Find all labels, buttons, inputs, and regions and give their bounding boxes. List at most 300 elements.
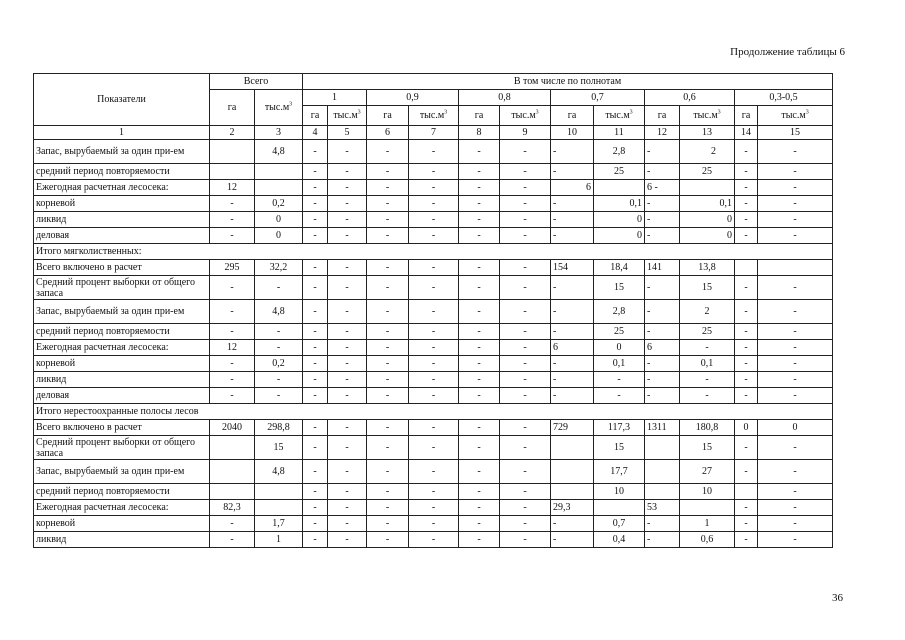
cell-col-15: - xyxy=(758,324,833,340)
cell-col-8: - xyxy=(459,260,500,276)
cell-col-5: - xyxy=(328,460,367,484)
cell-col-3: 0 xyxy=(255,228,303,244)
cell-col-4: - xyxy=(303,388,328,404)
cell-col-10 xyxy=(551,484,594,500)
cell-col-8: - xyxy=(459,420,500,436)
cell-col-7: - xyxy=(409,180,459,196)
cell-col-13 xyxy=(680,180,735,196)
cell-col-13: 0 xyxy=(680,228,735,244)
cell-col-7: - xyxy=(409,356,459,372)
cell-col-6: - xyxy=(367,164,409,180)
cell-col-11: 15 xyxy=(594,436,645,460)
cell-col-3: - xyxy=(255,340,303,356)
cell-col-9: - xyxy=(500,180,551,196)
cell-col-14: - xyxy=(735,196,758,212)
table-row xyxy=(34,196,833,212)
cell-col-3: 4,8 xyxy=(255,460,303,484)
cell-col-15: - xyxy=(758,460,833,484)
cell-col-10: - xyxy=(551,388,594,404)
section-title-nonprotect: Итого нерестоохранные полосы лесов xyxy=(34,404,833,420)
cell-col-2: - xyxy=(210,372,255,388)
cell-col-9: - xyxy=(500,516,551,532)
cell-col-6: - xyxy=(367,228,409,244)
row-label: Запас, вырубаемый за один при-ем xyxy=(34,300,210,324)
cell-col-4: - xyxy=(303,140,328,164)
cell-col-7: - xyxy=(409,164,459,180)
row-label: Ежегодная расчетная лесосека: xyxy=(34,340,210,356)
cell-col-13: 13,8 xyxy=(680,260,735,276)
column-number-row xyxy=(34,126,833,140)
cell-col-14: 0 xyxy=(735,420,758,436)
cell-col-6: - xyxy=(367,356,409,372)
cell-col-2: - xyxy=(210,388,255,404)
row-label: Средний процент выборки от общего запаса xyxy=(34,276,210,300)
row-label: корневой xyxy=(34,356,210,372)
cell-col-6: - xyxy=(367,372,409,388)
cell-col-10 xyxy=(551,460,594,484)
cell-col-4: - xyxy=(303,340,328,356)
cell-col-14: - xyxy=(735,532,758,548)
table-row xyxy=(34,140,833,164)
cell-col-12: - xyxy=(645,372,680,388)
cell-col-10: 154 xyxy=(551,260,594,276)
cell-col-8: - xyxy=(459,276,500,300)
cell-col-10: 29,3 xyxy=(551,500,594,516)
header-unit-thous: $тыс.м^3$ xyxy=(680,106,735,126)
cell-col-4: - xyxy=(303,372,328,388)
cell-col-12: 6 xyxy=(645,340,680,356)
col-number: 1 xyxy=(34,126,210,140)
cell-col-11: - xyxy=(594,372,645,388)
cell-col-3 xyxy=(255,180,303,196)
cell-col-6: - xyxy=(367,420,409,436)
cell-col-5: - xyxy=(328,532,367,548)
row-label: Запас, вырубаемый за один при-ем xyxy=(34,140,210,164)
cell-col-3: 1,7 xyxy=(255,516,303,532)
row-label: деловая xyxy=(34,228,210,244)
cell-col-5: - xyxy=(328,516,367,532)
cell-col-3: 0,2 xyxy=(255,356,303,372)
cell-col-8: - xyxy=(459,340,500,356)
cell-col-11: 0,1 xyxy=(594,196,645,212)
cell-col-2: - xyxy=(210,516,255,532)
cell-col-4: - xyxy=(303,164,328,180)
header-density-5: 0,6 xyxy=(645,90,735,106)
header-unit-ha: га xyxy=(367,106,409,126)
header-density-1: 1 xyxy=(303,90,367,106)
cell-col-8: - xyxy=(459,436,500,460)
cell-col-3: - xyxy=(255,372,303,388)
cell-col-11: 18,4 xyxy=(594,260,645,276)
cell-col-12: - xyxy=(645,532,680,548)
cell-col-2: 2040 xyxy=(210,420,255,436)
cell-col-8: - xyxy=(459,460,500,484)
row-label: ликвид xyxy=(34,532,210,548)
cell-col-10: 729 xyxy=(551,420,594,436)
cell-col-3: 4,8 xyxy=(255,140,303,164)
cell-col-2: - xyxy=(210,196,255,212)
cell-col-5: - xyxy=(328,372,367,388)
cell-col-12: - xyxy=(645,324,680,340)
cell-col-5: - xyxy=(328,276,367,300)
header-unit-thous: $тыс.м^3$ xyxy=(758,106,833,126)
cell-col-7: - xyxy=(409,420,459,436)
cell-col-9: - xyxy=(500,196,551,212)
col-number: 5 xyxy=(328,126,367,140)
cell-col-15: - xyxy=(758,164,833,180)
row-label: средний период повторяемости xyxy=(34,324,210,340)
cell-col-13: - xyxy=(680,388,735,404)
cell-col-15: - xyxy=(758,276,833,300)
header-density-3: 0,8 xyxy=(459,90,551,106)
cell-col-13: 15 xyxy=(680,276,735,300)
cell-col-3: 298,8 xyxy=(255,420,303,436)
header-unit-ha: га xyxy=(303,106,328,126)
cell-col-4: - xyxy=(303,276,328,300)
cell-col-6: - xyxy=(367,340,409,356)
table-row xyxy=(34,164,833,180)
cell-col-9: - xyxy=(500,300,551,324)
cell-col-9: - xyxy=(500,212,551,228)
cell-col-7: - xyxy=(409,372,459,388)
cell-col-11 xyxy=(594,180,645,196)
row-label: Запас, вырубаемый за один при-ем xyxy=(34,460,210,484)
header-unit-ha: га xyxy=(735,106,758,126)
cell-col-10: - xyxy=(551,140,594,164)
cell-col-4: - xyxy=(303,436,328,460)
cell-col-11: 0 xyxy=(594,228,645,244)
cell-col-15: - xyxy=(758,212,833,228)
header-density-6: 0,3-0,5 xyxy=(735,90,833,106)
cell-col-14: - xyxy=(735,516,758,532)
row-label: Всего включено в расчет xyxy=(34,420,210,436)
cell-col-13: 0,1 xyxy=(680,196,735,212)
header-total-ha: га xyxy=(210,90,255,126)
page-number: 36 xyxy=(832,592,843,604)
table-row xyxy=(34,228,833,244)
cell-col-8: - xyxy=(459,532,500,548)
cell-col-11: 10 xyxy=(594,484,645,500)
cell-col-14: - xyxy=(735,324,758,340)
row-label: ликвид xyxy=(34,372,210,388)
section-row xyxy=(34,404,833,420)
cell-col-7: - xyxy=(409,260,459,276)
cell-col-12: - xyxy=(645,356,680,372)
cell-col-4: - xyxy=(303,356,328,372)
cell-col-3 xyxy=(255,500,303,516)
cell-col-12: - xyxy=(645,228,680,244)
cell-col-2: - xyxy=(210,300,255,324)
cell-col-7: - xyxy=(409,140,459,164)
col-number: 14 xyxy=(735,126,758,140)
cell-col-14 xyxy=(735,484,758,500)
cell-col-5: - xyxy=(328,500,367,516)
cell-col-6: - xyxy=(367,484,409,500)
cell-col-10: - xyxy=(551,228,594,244)
cell-col-12: - xyxy=(645,516,680,532)
section-title-soft: Итого мягколиственных: xyxy=(34,244,833,260)
cell-col-8: - xyxy=(459,484,500,500)
cell-col-10: - xyxy=(551,532,594,548)
cell-col-15: - xyxy=(758,228,833,244)
col-number: 15 xyxy=(758,126,833,140)
cell-col-9: - xyxy=(500,276,551,300)
cell-col-15: - xyxy=(758,516,833,532)
cell-col-4: - xyxy=(303,420,328,436)
cell-col-8: - xyxy=(459,500,500,516)
cell-col-14: - xyxy=(735,340,758,356)
row-label: корневой xyxy=(34,516,210,532)
header-unit-ha: га xyxy=(645,106,680,126)
cell-col-8: - xyxy=(459,388,500,404)
row-label: корневой xyxy=(34,196,210,212)
cell-col-2: 12 xyxy=(210,180,255,196)
row-label: средний период повторяемости xyxy=(34,164,210,180)
cell-col-10: - xyxy=(551,516,594,532)
cell-col-4: - xyxy=(303,324,328,340)
cell-col-4: - xyxy=(303,228,328,244)
cell-col-5: - xyxy=(328,356,367,372)
cell-col-12: 141 xyxy=(645,260,680,276)
cell-col-4: - xyxy=(303,180,328,196)
cell-col-13: 25 xyxy=(680,324,735,340)
cell-col-9: - xyxy=(500,500,551,516)
header-total-thous: $тыс.м^3$ xyxy=(255,90,303,126)
cell-col-5: - xyxy=(328,324,367,340)
cell-col-2: 12 xyxy=(210,340,255,356)
cell-col-7: - xyxy=(409,500,459,516)
cell-col-11: 0,1 xyxy=(594,356,645,372)
cell-col-9: - xyxy=(500,140,551,164)
cell-col-9: - xyxy=(500,164,551,180)
header-row-1 xyxy=(34,74,833,90)
cell-col-3: 15 xyxy=(255,436,303,460)
cell-col-11: 0 xyxy=(594,340,645,356)
header-unit-ha: га xyxy=(551,106,594,126)
cell-col-12: - xyxy=(645,388,680,404)
cell-col-6: - xyxy=(367,140,409,164)
cell-col-11: 0 xyxy=(594,212,645,228)
cell-col-15: - xyxy=(758,500,833,516)
cell-col-5: - xyxy=(328,300,367,324)
cell-col-10 xyxy=(551,436,594,460)
cell-col-14: - xyxy=(735,436,758,460)
cell-col-12: 53 xyxy=(645,500,680,516)
cell-col-8: - xyxy=(459,140,500,164)
cell-col-10: - xyxy=(551,356,594,372)
cell-col-14 xyxy=(735,260,758,276)
cell-col-6: - xyxy=(367,460,409,484)
cell-col-3: - xyxy=(255,276,303,300)
cell-col-8: - xyxy=(459,196,500,212)
table-row xyxy=(34,500,833,516)
cell-col-13: 15 xyxy=(680,436,735,460)
cell-col-14: - xyxy=(735,180,758,196)
cell-col-13: 0 xyxy=(680,212,735,228)
cell-col-12: - xyxy=(645,212,680,228)
cell-col-13: 2 xyxy=(680,300,735,324)
cell-col-2: - xyxy=(210,212,255,228)
cell-col-4: - xyxy=(303,300,328,324)
cell-col-3: - xyxy=(255,388,303,404)
cell-col-8: - xyxy=(459,372,500,388)
cell-col-4: - xyxy=(303,516,328,532)
cell-col-2 xyxy=(210,484,255,500)
cell-col-10: - xyxy=(551,300,594,324)
cell-col-14: - xyxy=(735,356,758,372)
cell-col-7: - xyxy=(409,516,459,532)
cell-col-7: - xyxy=(409,300,459,324)
col-number: 2 xyxy=(210,126,255,140)
cell-col-6: - xyxy=(367,532,409,548)
cell-col-10: 6 xyxy=(551,180,594,196)
cell-col-12: - xyxy=(645,276,680,300)
header-total: Всего xyxy=(210,74,303,90)
row-label: Всего включено в расчет xyxy=(34,260,210,276)
cell-col-5: - xyxy=(328,420,367,436)
table-row xyxy=(34,484,833,500)
cell-col-3: 4,8 xyxy=(255,300,303,324)
cell-col-7: - xyxy=(409,228,459,244)
row-label: Ежегодная расчетная лесосека: xyxy=(34,180,210,196)
cell-col-14: - xyxy=(735,372,758,388)
cell-col-10: 6 xyxy=(551,340,594,356)
cell-col-7: - xyxy=(409,324,459,340)
cell-col-15: - xyxy=(758,436,833,460)
cell-col-11: 25 xyxy=(594,164,645,180)
cell-col-13: 1 xyxy=(680,516,735,532)
cell-col-15: - xyxy=(758,388,833,404)
header-density-2: 0,9 xyxy=(367,90,459,106)
cell-col-12: - xyxy=(645,164,680,180)
table-caption: Продолжение таблицы 6 xyxy=(730,46,845,58)
cell-col-15: - xyxy=(758,484,833,500)
cell-col-9: - xyxy=(500,356,551,372)
cell-col-5: - xyxy=(328,340,367,356)
cell-col-9: - xyxy=(500,420,551,436)
table-row xyxy=(34,180,833,196)
cell-col-5: - xyxy=(328,212,367,228)
cell-col-13: 0,6 xyxy=(680,532,735,548)
cell-col-5: - xyxy=(328,228,367,244)
cell-col-9: - xyxy=(500,340,551,356)
cell-col-11: 17,7 xyxy=(594,460,645,484)
cell-col-15: - xyxy=(758,180,833,196)
col-number: 11 xyxy=(594,126,645,140)
cell-col-10: - xyxy=(551,164,594,180)
cell-col-7: - xyxy=(409,212,459,228)
cell-col-3 xyxy=(255,484,303,500)
cell-col-5: - xyxy=(328,196,367,212)
table-row xyxy=(34,420,833,436)
cell-col-15: - xyxy=(758,532,833,548)
cell-col-12: - xyxy=(645,140,680,164)
cell-col-3: 0 xyxy=(255,212,303,228)
table-row xyxy=(34,516,833,532)
cell-col-4: - xyxy=(303,460,328,484)
cell-col-11: 117,3 xyxy=(594,420,645,436)
cell-col-2: 82,3 xyxy=(210,500,255,516)
table-row xyxy=(34,460,833,484)
cell-col-4: - xyxy=(303,212,328,228)
header-including: В том числе по полнотам xyxy=(303,74,833,90)
cell-col-2: - xyxy=(210,276,255,300)
col-number: 9 xyxy=(500,126,551,140)
cell-col-11: 25 xyxy=(594,324,645,340)
cell-col-8: - xyxy=(459,164,500,180)
cell-col-2: - xyxy=(210,228,255,244)
cell-col-2 xyxy=(210,164,255,180)
section-row xyxy=(34,244,833,260)
cell-col-6: - xyxy=(367,436,409,460)
col-number: 6 xyxy=(367,126,409,140)
cell-col-4: - xyxy=(303,484,328,500)
cell-col-5: - xyxy=(328,180,367,196)
col-number: 4 xyxy=(303,126,328,140)
cell-col-3: - xyxy=(255,324,303,340)
cell-col-9: - xyxy=(500,436,551,460)
cell-col-7: - xyxy=(409,484,459,500)
cell-col-13 xyxy=(680,500,735,516)
cell-col-13: - xyxy=(680,340,735,356)
cell-col-9: - xyxy=(500,260,551,276)
cell-col-12: 1311 xyxy=(645,420,680,436)
cell-col-6: - xyxy=(367,516,409,532)
cell-col-12 xyxy=(645,436,680,460)
cell-col-2 xyxy=(210,460,255,484)
cell-col-2: - xyxy=(210,324,255,340)
cell-col-13: 2 xyxy=(680,140,735,164)
col-number: 13 xyxy=(680,126,735,140)
cell-col-15: 0 xyxy=(758,420,833,436)
cell-col-5: - xyxy=(328,388,367,404)
cell-col-7: - xyxy=(409,532,459,548)
col-number: 8 xyxy=(459,126,500,140)
cell-col-3: 0,2 xyxy=(255,196,303,212)
cell-col-14: - xyxy=(735,500,758,516)
col-number: 12 xyxy=(645,126,680,140)
cell-col-13: 180,8 xyxy=(680,420,735,436)
cell-col-6: - xyxy=(367,180,409,196)
cell-col-12 xyxy=(645,484,680,500)
cell-col-11: 0,7 xyxy=(594,516,645,532)
cell-col-13: - xyxy=(680,372,735,388)
cell-col-8: - xyxy=(459,228,500,244)
cell-col-12 xyxy=(645,460,680,484)
cell-col-14: - xyxy=(735,164,758,180)
cell-col-8: - xyxy=(459,516,500,532)
cell-col-8: - xyxy=(459,212,500,228)
cell-col-5: - xyxy=(328,436,367,460)
cell-col-7: - xyxy=(409,276,459,300)
table-row xyxy=(34,436,833,460)
cell-col-9: - xyxy=(500,532,551,548)
cell-col-11: - xyxy=(594,388,645,404)
header-unit-ha: га xyxy=(459,106,500,126)
cell-col-15: - xyxy=(758,356,833,372)
cell-col-10: - xyxy=(551,276,594,300)
header-density-4: 0,7 xyxy=(551,90,645,106)
table-row xyxy=(34,388,833,404)
header-unit-thous: $тыс.м^3$ xyxy=(500,106,551,126)
cell-col-15: - xyxy=(758,140,833,164)
cell-col-14: - xyxy=(735,140,758,164)
row-label: средний период повторяемости xyxy=(34,484,210,500)
cell-col-14: - xyxy=(735,228,758,244)
col-number: 7 xyxy=(409,126,459,140)
cell-col-9: - xyxy=(500,228,551,244)
cell-col-6: - xyxy=(367,276,409,300)
